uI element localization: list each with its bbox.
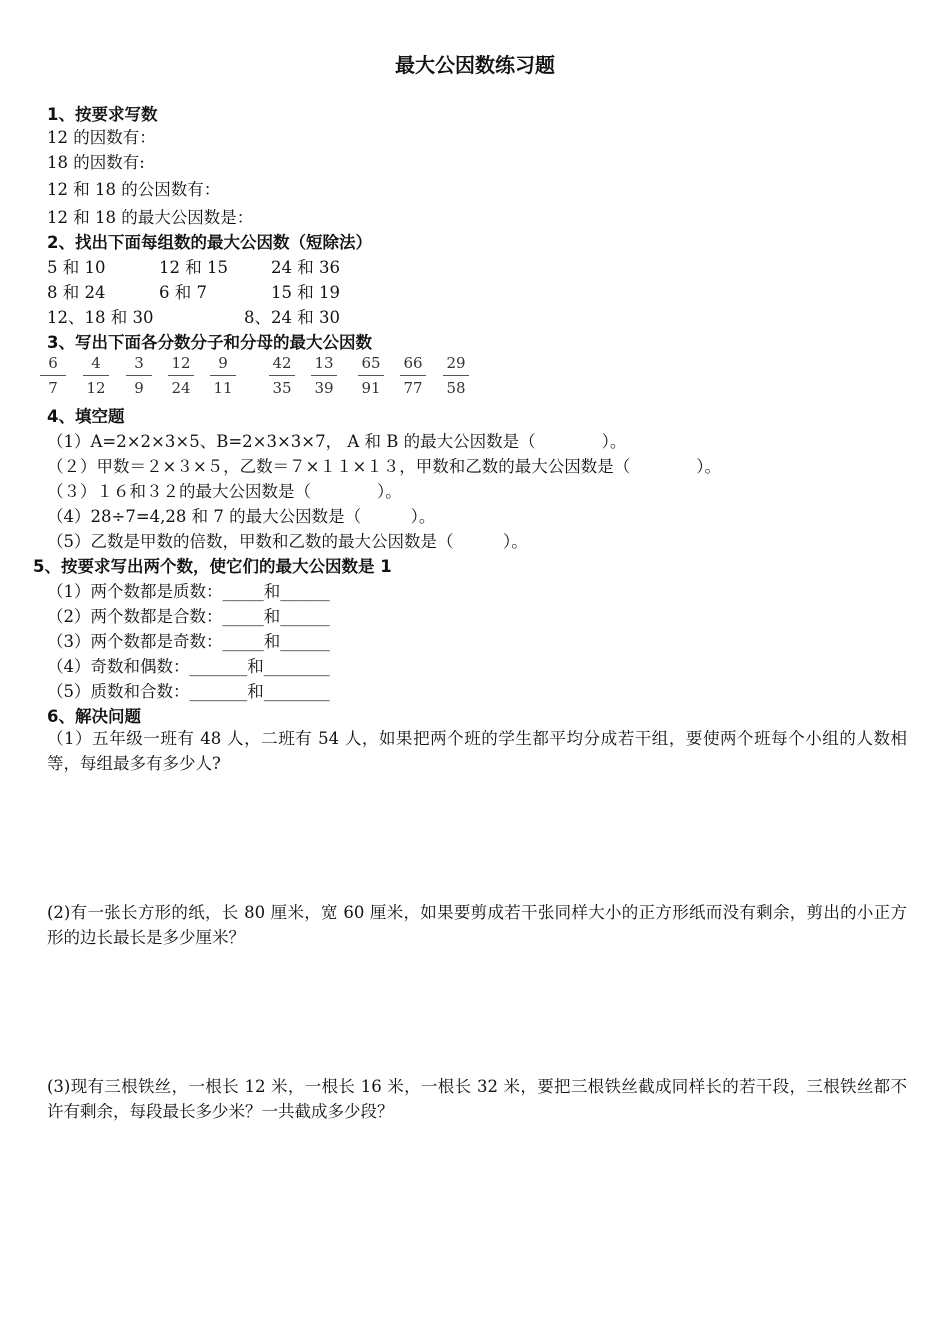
fraction: 6 7 [38,354,68,398]
s2-item: 15 和 19 [271,283,340,302]
fraction: 65 91 [356,354,386,398]
s5-item-3: （3）两个数都是奇数：_____和______ [47,632,330,651]
s2-item: 24 和 36 [271,258,340,277]
problem-1: （1）五年级一班有 48 人，二班有 54 人，如果把两个班的学生都平均分成若干组，要使两个班每个小组的人数相等，每组最多有多少人? [47,729,907,773]
section-2-heading: 2、找出下面每组数的最大公因数（短除法） [47,233,372,252]
s4-item-1: （1）A=2×2×3×5、B=2×3×3×7， A 和 B 的最大公因数是（ ）。 [47,432,627,451]
s5-item-1: （1）两个数都是质数：_____和______ [47,582,330,601]
section-3-heading: 3、写出下面各分数分子和分母的最大公因数 [47,333,372,352]
s4-item-5: （5）乙数是甲数的倍数，甲数和乙数的最大公因数是（ ）。 [47,532,528,551]
fraction: 42 35 [267,354,297,398]
fraction: 9 11 [208,354,238,398]
s2-item: 5 和 10 [47,258,106,277]
fraction: 66 77 [398,354,428,398]
s1-line-1: 12 的因数有： [47,128,156,147]
fraction: 3 9 [124,354,154,398]
s1-line-4: 12 和 18 的最大公因数是： [47,208,254,227]
section-1-heading: 1、按要求写数 [47,105,158,124]
fraction: 29 58 [441,354,471,398]
s4-item-2: （２）甲数＝２×３×５，乙数＝７×１１×１３，甲数和乙数的最大公因数是（ ）。 [47,457,722,476]
s5-item-4: （4）奇数和偶数：_______和________ [47,657,330,676]
fraction: 13 39 [309,354,339,398]
problem-3: (3)现有三根铁丝，一根长 12 米，一根长 16 米，一根长 32 米，要把三根铁丝截成同样长的若干段，三根铁丝都不许有剩余，每段最长多少米？一共截成多少段？ [47,1077,907,1121]
s2-item: 8 和 24 [47,283,106,302]
s2-item: 12、18 和 30 [47,308,154,327]
section-5-heading: 5、按要求写出两个数，使它们的最大公因数是 1 [33,557,392,576]
s1-line-2: 18 的因数有: [47,153,145,172]
s2-item: 6 和 7 [159,283,207,302]
s4-item-4: （4）28÷7=4,28 和 7 的最大公因数是（ ）。 [47,507,436,526]
s1-line-3: 12 和 18 的公因数有： [47,180,221,199]
fraction: 12 24 [166,354,196,398]
section-6-heading: 6、解决问题 [47,707,141,726]
s2-item: 12 和 15 [159,258,228,277]
s5-item-5: （5）质数和合数：_______和________ [47,682,330,701]
page-title: 最大公因数练习题 [395,53,555,77]
s5-item-2: （2）两个数都是合数：_____和______ [47,607,330,626]
problem-2: (2)有一张长方形的纸，长 80 厘米，宽 60 厘米，如果要剪成若干张同样大小的正方形纸而没有剩余，剪出的小正方形的边长最长是多少厘米？ [47,903,907,947]
section-4-heading: 4、填空题 [47,407,125,426]
s4-item-3: （３）１６和３２的最大公因数是（ ）。 [47,482,402,501]
s2-item: 8、24 和 30 [244,308,340,327]
fraction: 4 12 [81,354,111,398]
